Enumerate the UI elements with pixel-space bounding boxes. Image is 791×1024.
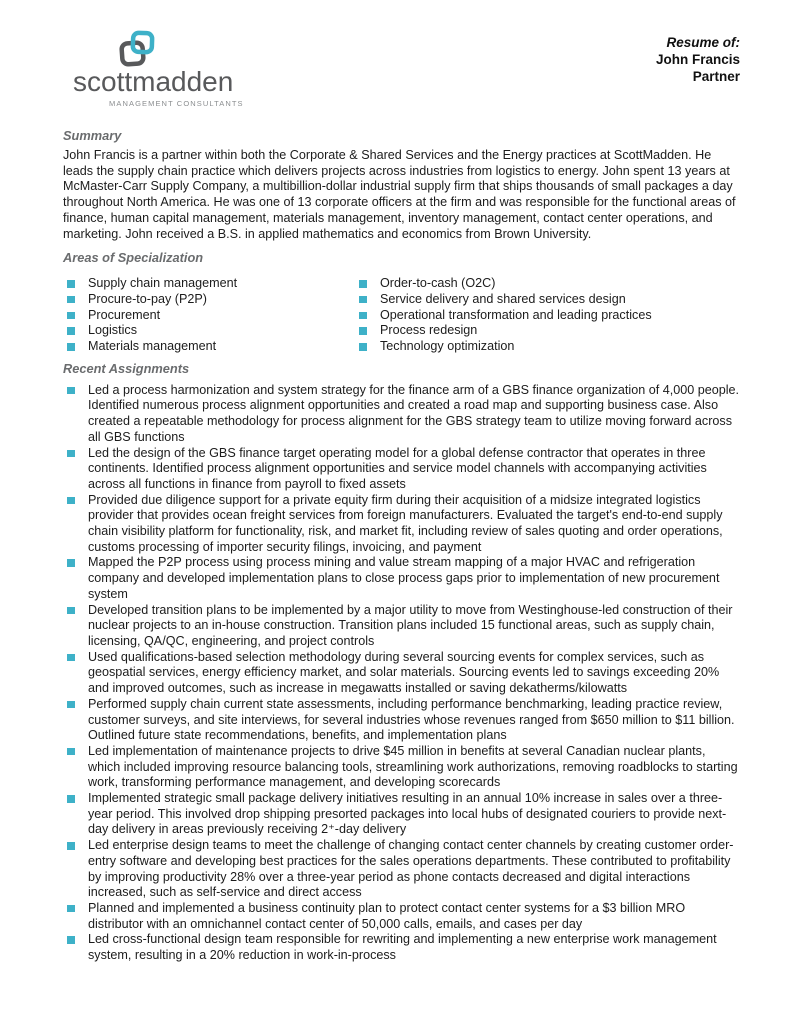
specialization-item: Procurement	[63, 308, 355, 324]
specialization-item: Order-to-cash (O2C)	[355, 276, 740, 292]
summary-heading: Summary	[63, 128, 122, 143]
assignment-item: Performed supply chain current state assessments, including performance benchmarking, leading practice review, customer surveys, and site interviews, for several industries whose revenues ranged from $650 million to $11 billion. Outlined future state recommendations, benefits, and implementation plans	[63, 697, 740, 744]
logo-wordmark: scottmadden	[73, 66, 234, 97]
scottmadden-logo	[63, 30, 244, 108]
specialization-item: Supply chain management	[63, 276, 355, 292]
specialization-item: Procure-to-pay (P2P)	[63, 292, 355, 308]
assignment-item: Led cross-functional design team responsible for rewriting and implementing a new enterprise work management system, resulting in a 20% reduction in work-in-process	[63, 932, 740, 963]
assignment-item: Planned and implemented a business continuity plan to protect contact center systems for a $3 billion MRO distributor with an omnichannel contact center of 50,000 calls, emails, and cases per day	[63, 901, 740, 932]
person-title: Partner	[692, 69, 740, 84]
assignments-heading: Recent Assignments	[63, 360, 190, 376]
resume-of-block	[656, 34, 740, 85]
assignment-item: Implemented strategic small package delivery initiatives resulting in an annual 10% increase in sales over a three-year period. This involved drop shipping presorted packages into local hubs of designated couriers to provide next-day delivery in areas previously receiving 2⁺-day delivery	[63, 791, 740, 838]
assignment-item: Led enterprise design teams to meet the challenge of changing contact center channels by creating customer order-entry software and developing best practices for the sales operations departments. These contributed to profitability by improving productivity 28% over a three-year period as phone contacts decreased and digital interactions increased, such as self-service and direct access	[63, 838, 740, 901]
assignment-item: Used qualifications-based selection methodology during several sourcing events for complex services, such as geospatial services, energy efficiency market, and solar materials. Sourcing events led to savings exceeding 20% and improved outcomes, such as increase in megawatts installed or saving dekatherms/kilowatts	[63, 650, 740, 697]
specialization-list-right	[355, 276, 740, 355]
assignment-item: Led a process harmonization and system strategy for the finance arm of a GBS finance organization of 4,000 people. Identified numerous process alignment opportunities and created a road map and supporting business case. Also created a repeatable methodology for process alignment for the GBS strategy team to utilize moving forward across all GBS functions	[63, 383, 740, 446]
specialization-item: Operational transformation and leading practices	[355, 308, 740, 324]
specialization-list-left	[63, 276, 355, 355]
specialization-columns	[63, 270, 740, 355]
assignment-item: Led the design of the GBS finance target operating model for a global defense contractor that operates in three continents. Identified process alignment opportunities and service model channels with accompanying activities across all functions in finance from payroll to fixed assets	[63, 446, 740, 493]
person-name: John Francis	[655, 52, 740, 67]
specialization-item: Technology optimization	[355, 339, 740, 355]
specialization-item: Process redesign	[355, 323, 740, 339]
summary-text: John Francis is a partner within both the Corporate & Shared Services and the Energy practices at ScottMadden. He leads the supply chain practice which delivers projects across industries from logistics to energy. John spent 13 years at McMaster-Carr Supply Company, a multibillion-dollar industrial supply firm that ships thousands of small packages a day throughout North America. He was one of 13 corporate officers at the firm and was responsible for the functional areas of finance, human capital management, materials management, inventory management, contact center operations, and marketing. John received a B.S. in applied mathematics and economics from Brown University.	[63, 148, 736, 241]
assignment-item: Developed transition plans to be implemented by a major utility to move from Westinghouse-led construction of their nuclear projects to an in-house construction. Transition plans included 15 functional areas, such as supply chain, licensing, QA/QC, engineering, and project controls	[63, 603, 740, 650]
assignment-item: Provided due diligence support for a private equity firm during their acquisition of a midsize integrated logistics provider that provides ocean freight services from foreign manufacturers. Evaluated the target's end-to-end supply chain visibility platform for functionality, risk, and market fit, including review of sales quoting and order operations, customs processing of importer security filings, invoicing, and payment	[63, 493, 740, 556]
assignments-list	[63, 383, 740, 964]
specialization-section	[63, 250, 740, 355]
page-header	[63, 30, 740, 108]
assignment-item: Mapped the P2P process using process mining and value stream mapping of a major HVAC and refrigeration company and developed implementation plans to close process gaps prior to implementation of new procurement system	[63, 555, 740, 602]
specialization-item: Materials management	[63, 339, 355, 355]
assignments-section	[63, 361, 740, 964]
specialization-item: Logistics	[63, 323, 355, 339]
assignment-item: Led implementation of maintenance projects to drive $45 million in benefits at several Canadian nuclear plants, which included improving resource balancing tools, streamlining work authorizations, removing roadblocks to starting work, transforming performance management, and developing scorecards	[63, 744, 740, 791]
resume-of-label: Resume of:	[666, 35, 740, 50]
logo-tagline: MANAGEMENT CONSULTANTS	[109, 99, 244, 108]
specialization-item: Service delivery and shared services design	[355, 292, 740, 308]
logo-icon	[113, 30, 161, 67]
specialization-heading: Areas of Specialization	[63, 250, 204, 266]
summary-section	[63, 128, 740, 242]
